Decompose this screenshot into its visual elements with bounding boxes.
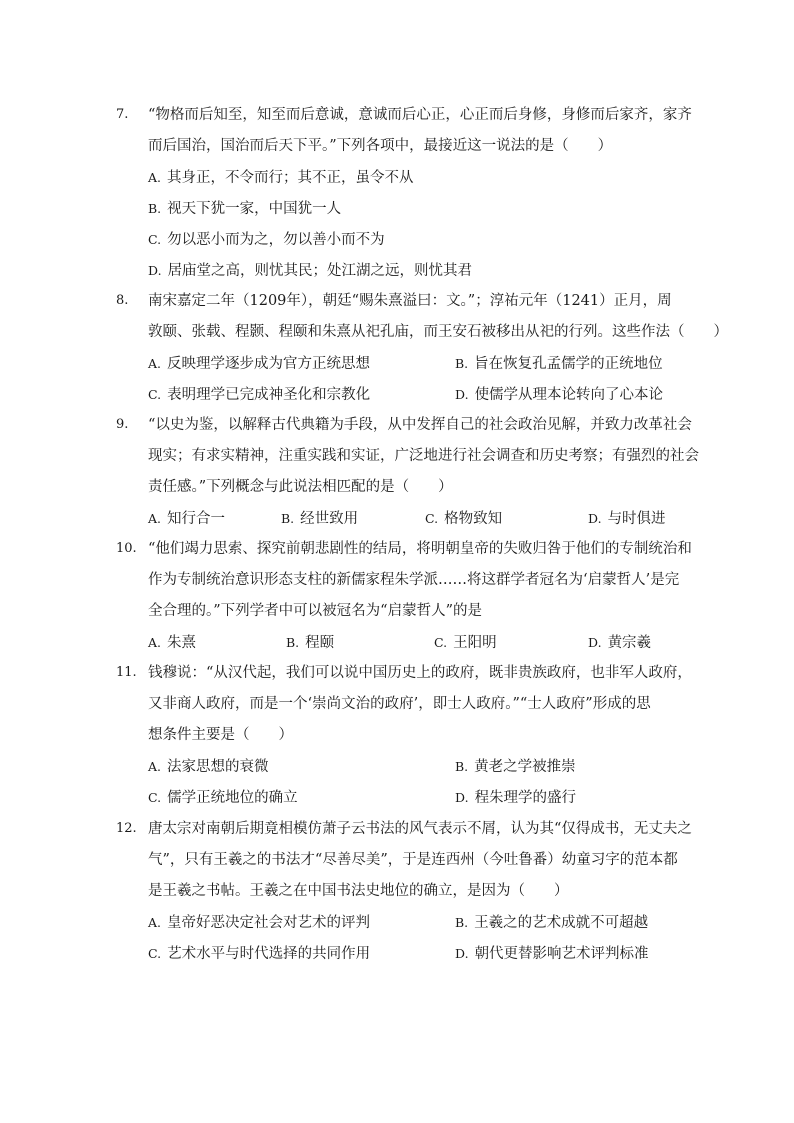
option-text: 王阳明: [453, 635, 497, 651]
option-text: 朝代更替影响艺术评判标准: [474, 946, 649, 962]
option-letter: A.: [148, 170, 162, 185]
options: [148, 751, 676, 813]
option-text: 皇帝好恶决定社会对艺术的评判: [167, 915, 371, 931]
question-number: 7.: [116, 107, 129, 122]
option-text: 旨在恢复孔孟儒学的正统地位: [474, 356, 663, 372]
option-b[interactable]: [148, 193, 341, 225]
option-text: 黄老之学被推崇: [474, 759, 576, 775]
option-text: 艺术水平与时代选择的共同作用: [167, 946, 371, 962]
options: [148, 907, 676, 969]
option-letter: B.: [455, 915, 469, 930]
question-number: 11.: [116, 665, 137, 680]
option-letter: C.: [148, 232, 162, 247]
option-a[interactable]: [148, 348, 370, 380]
option-text: 知行合一: [167, 511, 226, 527]
question-stem: [148, 286, 728, 348]
option-d[interactable]: [455, 379, 663, 411]
option-a[interactable]: [148, 162, 414, 194]
option-text: 视天下犹一家，中国犹一人: [167, 201, 342, 217]
option-b[interactable]: [455, 751, 576, 783]
option-c[interactable]: [148, 224, 385, 256]
option-letter: D.: [455, 790, 469, 805]
option-text: 表明理学已完成神圣化和宗教化: [167, 387, 371, 403]
option-letter: D.: [588, 511, 602, 526]
option-b[interactable]: [281, 503, 358, 535]
option-letter: B.: [455, 759, 469, 774]
option-d[interactable]: [588, 503, 666, 535]
option-text: 其身正，不令而行；其不正，虽令不从: [167, 170, 414, 186]
option-c[interactable]: [148, 938, 370, 970]
stem-line: 而后国治，国治而后天下平。”下列各项中，最接近这一说法的是（ ）: [148, 138, 613, 154]
option-b[interactable]: [455, 348, 663, 380]
option-text: 使儒学从理本论转向了心本论: [474, 387, 664, 403]
option-letter: B.: [455, 356, 469, 371]
question-stem: [148, 100, 692, 162]
stem-line: “他们竭力思索、探究前朝悲剧性的结局，将明朝皇帝的失败归咎于他们的专制统治和: [148, 541, 692, 557]
option-letter: B.: [148, 201, 162, 216]
option-text: 居庙堂之高，则忧其民；处江湖之远，则忧其君: [167, 263, 473, 279]
option-text: 与时俱进: [607, 511, 666, 527]
question-stem: [148, 814, 692, 907]
option-text: 勿以恶小而为之，勿以善小而不为: [167, 232, 385, 248]
option-letter: C.: [148, 387, 162, 402]
question-number: 10.: [116, 541, 137, 556]
option-letter: A.: [148, 356, 162, 371]
option-letter: D.: [588, 635, 602, 650]
question-number: 12.: [116, 821, 137, 836]
stem-line: 现实；有求实精神，注重实践和实证，广泛地进行社会调查和历史考察；有强烈的社会: [148, 448, 699, 464]
question-number: 8.: [116, 293, 129, 308]
option-text: 格物致知: [444, 511, 503, 527]
option-c[interactable]: [148, 782, 298, 814]
option-text: 朱熹: [167, 635, 197, 651]
question-number: 9.: [116, 417, 129, 432]
option-a[interactable]: [148, 503, 225, 535]
option-c[interactable]: [434, 627, 497, 659]
option-letter: B.: [281, 511, 295, 526]
option-d[interactable]: [455, 782, 576, 814]
stem-line: 钱穆说：“从汉代起，我们可以说中国历史上的政府，既非贵族政府，也非军人政府，: [148, 665, 692, 681]
option-text: 王羲之的艺术成就不可超越: [474, 915, 649, 931]
stem-line: 敦颐、张载、程颢、程颐和朱熹从祀孔庙，而王安石被移出从祀的行列。这些作法（ ）: [148, 324, 728, 340]
option-c[interactable]: [148, 379, 370, 411]
stem-line: 又非商人政府，而是一个‘崇尚文治的政府’，即士人政府。”“士人政府”形成的思: [148, 696, 651, 712]
options: [148, 627, 676, 658]
option-row: [148, 627, 676, 658]
options: [148, 348, 676, 410]
question-stem: [148, 658, 692, 751]
option-d[interactable]: [148, 255, 472, 287]
option-letter: A.: [148, 915, 162, 930]
option-letter: D.: [455, 387, 469, 402]
option-a[interactable]: [148, 907, 370, 939]
option-letter: D.: [455, 946, 469, 961]
option-text: 儒学正统地位的确立: [167, 790, 298, 806]
option-letter: B.: [286, 635, 300, 650]
option-a[interactable]: [148, 751, 269, 783]
option-d[interactable]: [588, 627, 651, 659]
option-row: [148, 224, 676, 255]
stem-line: 作为专制统治意识形态支柱的新儒家程朱学派……将这群学者冠名为‘启蒙哲人’是完: [148, 572, 680, 588]
option-text: 程朱理学的盛行: [474, 790, 577, 806]
option-text: 法家思想的衰微: [167, 759, 269, 775]
option-text: 黄宗羲: [607, 635, 652, 651]
option-letter: C.: [434, 635, 448, 650]
option-row: [148, 751, 676, 782]
option-letter: D.: [148, 263, 162, 278]
option-text: 反映理学逐步成为官方正统思想: [167, 356, 371, 372]
option-b[interactable]: [286, 627, 334, 659]
option-row: [148, 379, 676, 410]
stem-line: 想条件主要是（ ）: [148, 727, 293, 743]
option-letter: A.: [148, 635, 162, 650]
option-a[interactable]: [148, 627, 196, 659]
stem-line: 南宋嘉定二年（1209年），朝廷“赐朱熹溢曰：文。”；淳祐元年（1241）正月，周: [148, 293, 672, 309]
stem-line: 气”，只有王羲之的书法才“尽善尽美”，于是连西州（今吐鲁番）幼童习字的范本都: [148, 852, 678, 868]
option-row: [148, 348, 676, 379]
options: [148, 162, 676, 286]
option-letter: C.: [148, 790, 162, 805]
option-row: [148, 193, 676, 224]
question-stem: [148, 534, 692, 627]
option-row: [148, 255, 676, 286]
options: [148, 503, 676, 534]
option-text: 程颐: [305, 635, 335, 651]
stem-line: 责任感。”下列概念与此说法相匹配的是（ ）: [148, 479, 453, 495]
option-row: [148, 782, 676, 813]
option-row: [148, 907, 676, 938]
option-letter: A.: [148, 759, 162, 774]
stem-line: 唐太宗对南朝后期竟相模仿萧子云书法的风气表示不屑，认为其“仅得成书，无丈夫之: [148, 821, 692, 837]
option-row: [148, 938, 676, 969]
question-stem: [148, 410, 699, 503]
option-c[interactable]: [425, 503, 502, 535]
stem-line: 全合理的。”下列学者中可以被冠名为“启蒙哲人”的是: [148, 603, 482, 619]
stem-line: “以史为鉴，以解释古代典籍为手段，从中发挥自己的社会政治见解，并致力改革社会: [148, 417, 692, 433]
option-b[interactable]: [455, 907, 648, 939]
option-row: [148, 503, 676, 534]
option-d[interactable]: [455, 938, 649, 970]
option-letter: C.: [148, 946, 162, 961]
option-row: [148, 162, 676, 193]
option-text: 经世致用: [300, 511, 359, 527]
option-letter: A.: [148, 511, 162, 526]
stem-line: “物格而后知至，知至而后意诚，意诚而后心正，心正而后身修，身修而后家齐，家齐: [148, 107, 692, 123]
option-letter: C.: [425, 511, 439, 526]
stem-line: 是王羲之书帖。王羲之在中国书法史地位的确立，是因为（ ）: [148, 883, 569, 899]
